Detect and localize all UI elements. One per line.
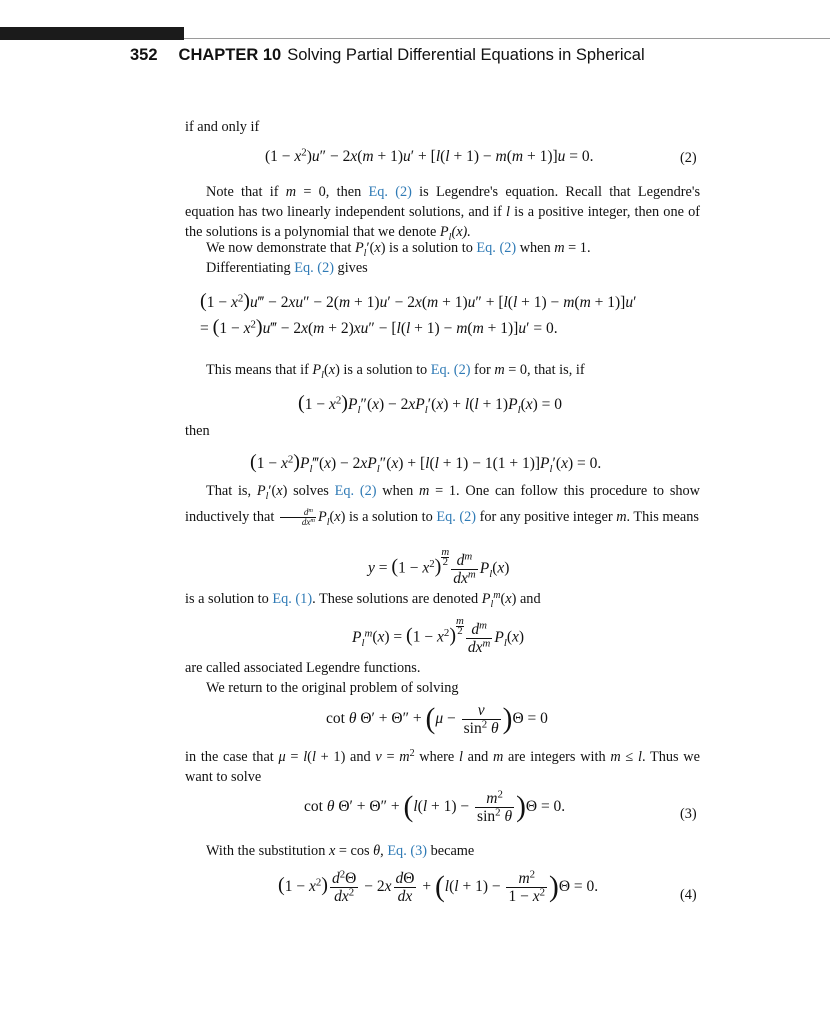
- paragraph-this-means: This means that if $P_l(x)$ is a solution to Eq. (2) for m = 0, that is, if: [206, 362, 585, 381]
- equation-differentiated-line-1: $(1 - x^2)u‴ - 2xu'' - 2(m + 1)u' - 2x(m + 1)u'' + [l(l + 1) - m(m + 1)]u'$: [200, 290, 637, 312]
- link-eq-2[interactable]: Eq. (2): [430, 362, 471, 378]
- equation-2-number: (2): [680, 150, 697, 166]
- link-eq-2[interactable]: Eq. (2): [294, 260, 334, 276]
- paragraph-is-a-solution: is a solution to Eq. (1). These solutions are denoted $P_l^m(x)$ and: [185, 590, 541, 610]
- header-rule: [184, 38, 830, 39]
- paragraph-that-is: That is, $P_l'(x)$ solves Eq. (2) when m = 1. One can follow this procedure to show inductively that $\frac{d^m}{dx^m}$ $P_l(x)$ is a solution to Eq. (2) for any positive integer m. This means: [185, 483, 700, 528]
- chapter-title: Solving Partial Differential Equations in Spherical: [287, 46, 645, 64]
- paragraph-in-the-case: in the case that μ = l(l + 1) and $\nu = m^2$ where l and m are integers with m ≤ l. Thus we want to solve: [185, 748, 700, 785]
- paragraph-note-legendre: Note that if m = 0, then Eq. (2) is Legendre's equation. Recall that Legendre's equation has two linearly independent solutions, and if l is a positive integer, then one of the solutions is a polynomial that we denote $P_l(x)$.: [185, 184, 701, 243]
- text-if-and-only-if: if and only if: [185, 119, 260, 135]
- equation-2: $(1 - x^2)u'' - 2x(m + 1)u' + [l(l + 1) - m(m + 1)]u = 0$.: [265, 146, 594, 165]
- equation-3-number: (3): [680, 806, 697, 822]
- equation-legendre-pl: $(1 - x^2)P_l''(x) - 2xP_l'(x) + l(l + 1)P_l(x) = 0$: [298, 392, 563, 417]
- paragraph-differentiating: Differentiating Eq. (2) gives: [206, 260, 368, 276]
- equation-differentiated-line-2: = $(1 - x^2)u‴ - 2x(m + 2)xu'' - [l(l + 1) - m(m + 1)]u' = 0$.: [200, 316, 558, 338]
- running-header: [130, 46, 645, 65]
- chapter-label: CHAPTER 10: [178, 46, 282, 64]
- paragraph-demonstrate: We now demonstrate that $P_l'(x)$ is a solution to Eq. (2) when m = 1.: [206, 240, 591, 259]
- link-eq-3[interactable]: Eq. (3): [387, 843, 428, 859]
- link-eq-1[interactable]: Eq. (1): [272, 591, 313, 607]
- link-eq-2[interactable]: Eq. (2): [436, 508, 477, 525]
- text-then: then: [185, 423, 210, 439]
- equation-associated-legendre: $P_l^m(x) = (1 - x^2)$ $\frac{m}{2}$ $\frac{d^m}{dx^m}$ $P_l(x)$: [352, 615, 525, 656]
- text-associated-legendre-functions: are called associated Legendre functions.: [185, 660, 421, 676]
- top-bar-decoration: [0, 27, 184, 40]
- equation-3: cot θ Θ′ + Θ″ + (l(l + 1) − $\frac{m^2}{\sin^2 \theta}$ )Θ = 0.: [304, 788, 566, 825]
- equation-y-solution: $y = (1 - x^2)$ $\frac{m}{2}$ $\frac{d^m}{dx^m}$ $P_l(x)$: [368, 546, 510, 587]
- link-eq-2[interactable]: Eq. (2): [368, 184, 412, 200]
- equation-derivative-pl: $(1 - x^2)P_l‴(x) - 2xP_l''(x) + [l(l + 1) - 1(1 + 1)]P_l'(x) = 0$.: [250, 451, 602, 476]
- link-eq-2[interactable]: Eq. (2): [334, 483, 377, 499]
- page-number: 352: [130, 46, 158, 64]
- text-we-return: We return to the original problem of solving: [206, 680, 459, 696]
- paragraph-substitution: With the substitution x = cos θ, Eq. (3) became: [206, 843, 475, 859]
- link-eq-2[interactable]: Eq. (2): [476, 240, 517, 256]
- equation-theta-general: cot θ Θ′ + Θ″ + (μ − $\frac{\nu}{\sin^2 \theta}$ )Θ = 0: [326, 702, 548, 737]
- equation-4-number: (4): [680, 887, 697, 903]
- equation-4: $(1 - x^2)$ $\frac{d^2\Theta}{dx^2}$ − 2x $\frac{d\Theta}{dx}$ + (l(l + 1) − $\frac{m^2}{1 - x^2}$ )Θ = 0.: [278, 868, 599, 905]
